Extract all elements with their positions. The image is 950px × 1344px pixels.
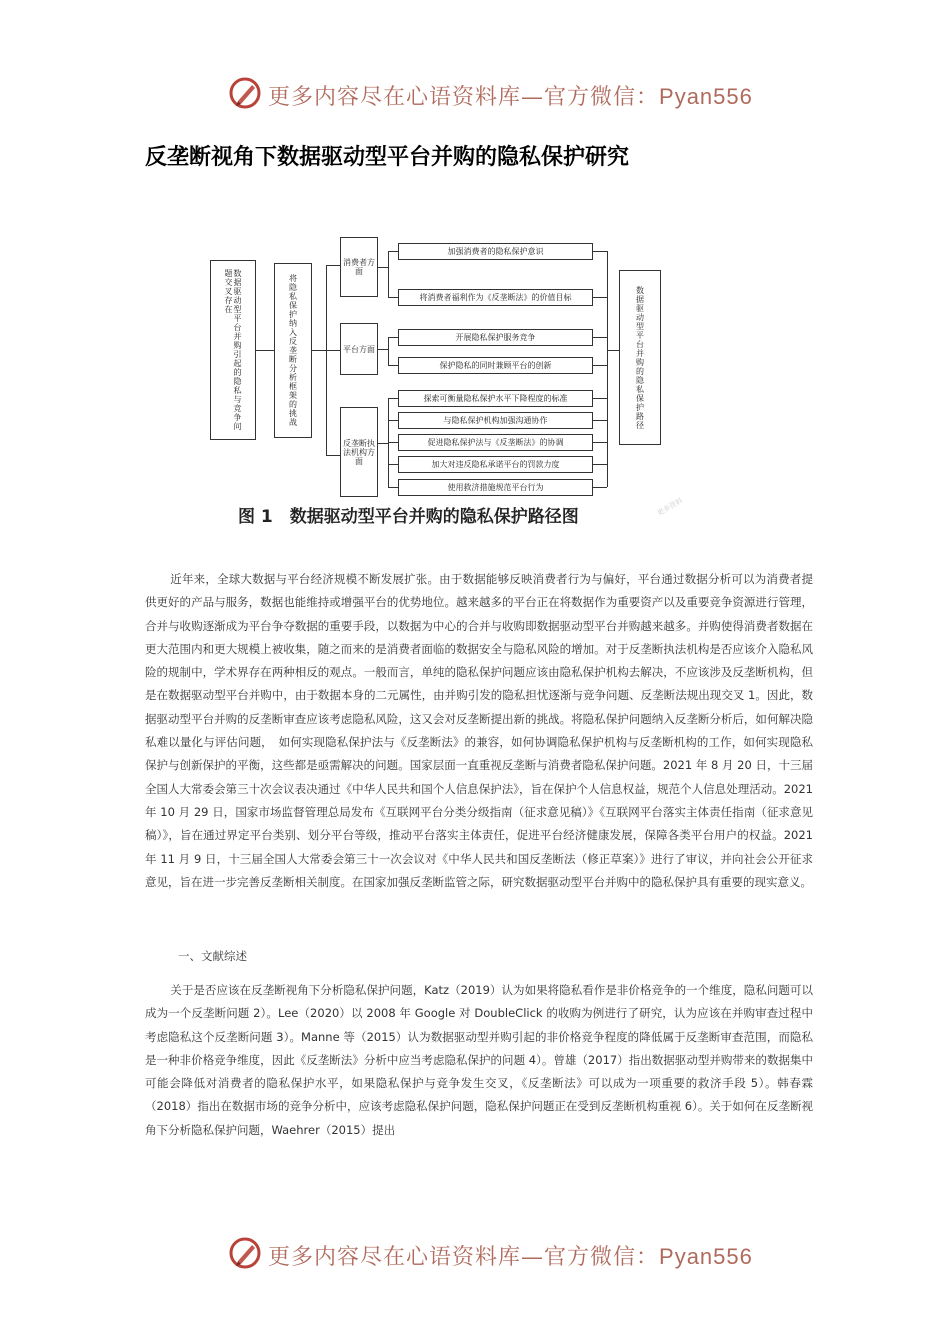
diagram-item: 开展隐私保护服务竞争 [398, 329, 593, 346]
intro-paragraph: 近年来，全球大数据与平台经济规模不断发展扩张。由于数据能够反映消费者行为与偏好，平台通过数据分析可以为消费者提供更好的产品与服务，数据也能维持或增强平台的优势地位。越来越多的平台正在将数据作为重要资产以及重要竞争资源进行管理，合并与收购逐渐成为平台争夺数据的重要手段，以数据为中心的合并与收购即数据驱动型平台并购越来越多。并购使得消费者数据在更大范围内和更大规模上被收集，随之而来的是消费者面临的数据安全与隐私风险的增加。对于反垄断执法机构是否应该介入隐私风险的规制中，学术界存在两种相反的观点。一般而言，单纯的隐私保护问题应该由隐私保护机构去解决，不应该涉及反垄断机构，但是在数据驱动型平台并购中，由于数据本身的二元属性，由并购引发的隐私担忧逐渐与竞争问题、反垄断法规出现交叉 1。因此，数据驱动型平台并购的反垄断审查应该考虑隐私风险，这又会对反垄断提出新的挑战。将隐私保护问题纳入反垄断分析后，如何解决隐私难以量化与评估问题， 如何实现隐私保护法与《反垄断法》的兼容，如何协调隐私保护机构与反垄断机构的工作，如何实现隐私保护与创新保护的平衡，这些都是亟需解决的问题。国家层面一直重视反垄断与消费者隐私保护问题。2021 年 8 月 20 日，十三届全国人大常委会第三十次会议表决通过《中华人民共和国个人信息保护法》，旨在保护个人信息权益，规范个人信息处理活动。2021 年 10 月 29 日，国家市场监督管理总局发布《互联网平台分类分级指南（征求意见稿）》《互联网平台落实主体责任指南（征求意见稿）》，旨在通过界定平台类别、划分平台等级，推动平台落实主体责任，促进平台经济健康发展，保障各类平台用户的权益。2021 年 11 月 9 日，十三届全国人大常委会第三十一次会议对《中华人民共和国反垄断法（修正草案）》进行了审议，并向社会公开征求意见，旨在进一步完善反垄断相关制度。在国家加强反垄断监管之际，研究数据驱动型平台并购中的隐私保护具有重要的现实意义。 [145, 572, 813, 889]
diagram-middle-box: 将隐私保护纳入反垄断分析框架的挑战 [274, 263, 312, 438]
section-heading: 一、文献综述 [178, 949, 247, 963]
banner-text: 更多内容尽在心语资料库—官方微信：Pyan556 [268, 1244, 753, 1270]
diagram-item: 促进隐私保护法与《反垄断法》的协调 [398, 434, 593, 451]
diagram-item: 加大对违反隐私承诺平台的罚款力度 [398, 456, 593, 473]
document-title: 反垄断视角下数据驱动型平台并购的隐私保护研究 [145, 145, 630, 170]
diagram-item: 保护隐私的同时兼顾平台的创新 [398, 357, 593, 374]
diagram-item: 将消费者福利作为《反垄断法》的价值目标 [398, 289, 593, 306]
wechat-id: Pyan556 [659, 1244, 753, 1269]
diagram-left-box: 数据驱动型平台并购引起的隐私与竞争问题交叉存在 [210, 260, 256, 440]
pen-icon [228, 1236, 262, 1270]
pen-icon [228, 76, 262, 110]
banner-text: 更多内容尽在心语资料库—官方微信：Pyan556 [268, 84, 753, 110]
review-paragraph: 关于是否应该在反垄断视角下分析隐私保护问题，Katz（2019）认为如果将隐私看作是非价格竞争的一个维度，隐私问题可以成为一个反垄断问题 2）。Lee（2020）以 2008 年 Google 对 DoubleClick 的收购为例进行了研究，认为应该在并购审查过程中考虑隐私这个反垄断问题 3）。Manne 等（2015）认为数据驱动型并购引起的非价格竞争程度的降低属于反垄断审查范围，而隐私是一种非价格竞争维度，因此《反垄断法》分析中应当考虑隐私保护的问题 4）。曾雄（2017）指出数据驱动型并购带来的数据集中可能会降低对消费者的隐私保护水平，如果隐私保护与竞争发生交叉，《反垄断法》可以成为一项重要的救济手段 5）。韩春霖（2018）指出在数据市场的竞争分析中，应该考虑隐私保护问题，隐私保护问题正在受到反垄断机构重视 6）。关于如何在反垄断视角下分析隐私保护问题，Waehrer（2015）提出 [145, 983, 813, 1137]
diagram-item: 加强消费者的隐私保护意识 [398, 243, 593, 260]
top-banner [0, 74, 950, 114]
group-label-platform: 平台方面 [340, 323, 378, 375]
wechat-id: Pyan556 [659, 84, 753, 109]
figure-caption: 图 1 数据驱动型平台并购的隐私保护路径图 [238, 507, 579, 527]
diagram-item: 探索可衡量隐私保护水平下降程度的标准 [398, 390, 593, 407]
watermark: 更多资料 [655, 496, 685, 518]
group-label-consumer: 消费者方面 [340, 237, 378, 297]
diagram-item: 使用救济措施规范平台行为 [398, 479, 593, 496]
bottom-banner [0, 1234, 950, 1274]
group-label-enforcement: 反垄断执法机构方面 [340, 407, 378, 497]
diagram-right-box: 数据驱动型平台并购的隐私保护路径 [619, 270, 661, 445]
path-diagram [205, 235, 675, 535]
diagram-item: 与隐私保护机构加强沟通协作 [398, 412, 593, 429]
